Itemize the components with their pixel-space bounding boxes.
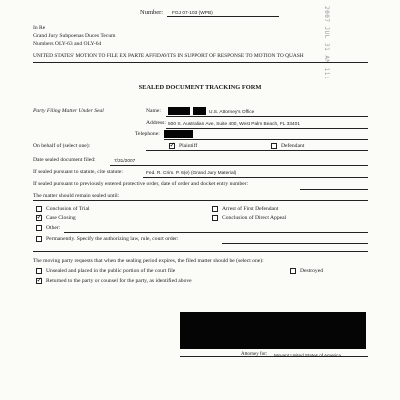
form-title: SEALED DOCUMENT TRACKING FORM [138,84,262,91]
case-closing-label: Case Closing [46,215,76,221]
protective-label: If sealed pursuant to previously entered protective order, date of order and docket entry number: [33,181,249,187]
redacted-name-2 [193,107,206,115]
case-number-line [167,16,279,17]
permanent-checkbox[interactable] [36,236,42,242]
appeal-label: Conclusion of Direct Appeal [222,215,287,221]
case-number-value: FGJ 07-103 (WPB) [172,10,213,16]
attorney-label: Attorney for: [241,352,268,357]
behalf-line [146,150,368,151]
case-number-label: Number: [140,9,164,16]
name-value: U.S. Attorney's Office [209,109,255,115]
unsealed-label: Unsealed and placed in the public portion of the court file [46,268,176,274]
unsealed-checkbox[interactable] [36,268,42,274]
filing-stamp: 2007 JUL 31 AM 11: [323,6,330,81]
date-value: 7/31/2007 [114,158,136,164]
other-label: Other: [46,225,61,231]
name-line [166,116,368,117]
subpoena-numbers: Numbers OLY-63 and OLY-64 [33,41,102,47]
statute-label: If sealed pursuant to statute, cite statute: [33,169,123,175]
statute-line [143,177,368,178]
subpoena-title: Grand Jury Subpoenas Duces Tecum [33,33,116,39]
motion-underline [33,62,368,63]
trial-label: Conclusion of Trial [46,206,90,212]
returned-checkbox[interactable] [36,278,42,284]
in-re: In Re [33,25,46,31]
plaintiff-checkbox[interactable] [169,143,175,149]
expire-label: The moving party requests that when the sealing period expires, the filed matter should be (select one): [33,258,264,264]
appeal-checkbox[interactable] [212,215,218,221]
date-label: Date sealed document filed: [33,157,96,163]
other-checkbox[interactable] [36,225,42,231]
arrest-checkbox[interactable] [212,206,218,212]
trial-checkbox[interactable] [36,206,42,212]
date-line [110,165,368,166]
returned-label: Returned to the party or counsel for the party, as identified above [46,278,192,284]
party-label: Party Filing Matter Under Seal [33,108,104,114]
address-value: 500 S. Australian Ave, Suite 400, West Palm Beach, FL 33401 [168,121,300,127]
name-label: Name: [146,108,161,114]
plaintiff-label: Plaintiff [179,143,198,149]
destroyed-checkbox[interactable] [290,268,296,274]
redacted-telephone [164,130,193,138]
defendant-checkbox[interactable] [271,143,277,149]
permanent-line [222,243,368,244]
telephone-line [164,139,368,140]
arrest-label: Arrest of First Defendant [222,206,279,212]
redacted-signature [180,312,366,349]
motion-title: UNITED STATES' MOTION TO FILE EX PARTE AFFIDAVITS IN SUPPORT OF RESPONSE TO MOTION TO QUASH [33,53,304,59]
redacted-name-1 [168,107,190,115]
statute-value: Fed. R. Crim. P. 6(e) (Grand Jury Material) [146,170,237,176]
case-closing-checkbox[interactable] [36,215,42,221]
protective-line-2 [33,200,368,201]
remain-label: The matter should remain sealed until: [33,193,120,199]
address-line [166,128,368,129]
destroyed-label: Destroyed [300,268,323,274]
section-divider [33,251,368,252]
other-line [64,232,368,233]
telephone-label: Telephone: [135,131,160,137]
defendant-label: Defendant [281,143,305,149]
protective-line [300,189,368,190]
attorney-value: Movant United States of America [274,352,341,358]
behalf-label: On behalf of (select one): [33,143,91,149]
permanent-label: Permanently. Specify the authorizing law, rule, court order: [46,236,179,242]
address-label: Address: [146,120,166,126]
